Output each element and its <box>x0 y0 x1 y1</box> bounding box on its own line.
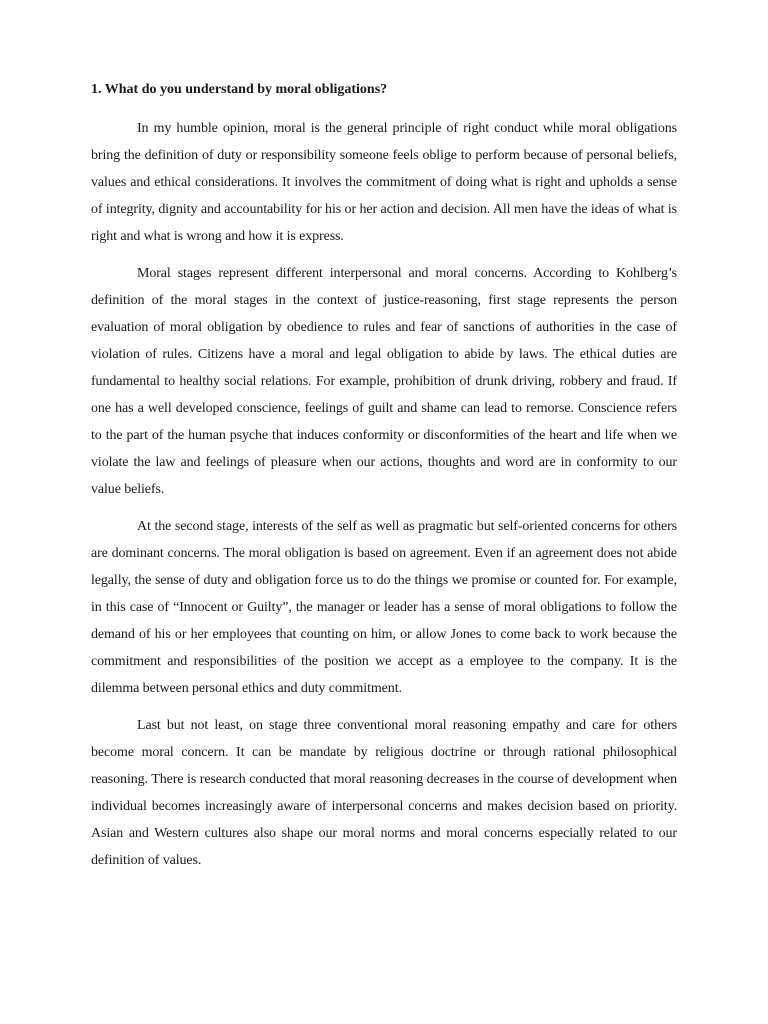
question-heading: 1. What do you understand by moral obligations? <box>91 82 388 97</box>
paragraph-2: Moral stages represent different interpersonal and moral concerns. According to Kohlberg’s definition of the moral stages in the context of justice-reasoning, first stage represents the person evaluation of moral obligation by obedience to rules and fear of sanctions of authorities in the case of violation of rules. Citizens have a moral and legal obligation to abide by laws. The ethical duties are fundamental to healthy social relations. For example, prohibition of drunk driving, robbery and fraud. If one has a well developed conscience, feelings of guilt and shame can lead to remorse. Conscience refers to the part of the human psyche that induces conformity or disconformities of the heart and life when we violate the law and feelings of pleasure when our actions, thoughts and word are in conformity to our value beliefs. <box>91 266 677 497</box>
paragraph-4: Last but not least, on stage three conventional moral reasoning empathy and care for others become moral concern. It can be mandate by religious doctrine or through rational philosophical reasoning. There is research conducted that moral reasoning decreases in the course of development when individual becomes increasingly aware of interpersonal concerns and makes decision based on priority. Asian and Western cultures also shape our moral norms and moral concerns especially related to our definition of values. <box>91 718 677 868</box>
document-body <box>91 78 677 884</box>
paragraph-3: At the second stage, interests of the self as well as pragmatic but self-oriented concerns for others are dominant concerns. The moral obligation is based on agreement. Even if an agreement does not abide legally, the sense of duty and obligation force us to do the things we promise or counted for. For example, in this case of “Innocent or Guilty”, the manager or leader has a sense of moral obligations to follow the demand of his or her employees that counting on him, or allow Jones to come back to work because the commitment and responsibilities of the position we accept as a employee to the company. It is the dilemma between personal ethics and duty commitment. <box>91 519 677 696</box>
paragraph-1: In my humble opinion, moral is the general principle of right conduct while moral obligations bring the definition of duty or responsibility someone feels oblige to perform because of personal beliefs, values and ethical considerations. It involves the commitment of doing what is right and upholds a sense of integrity, dignity and accountability for his or her action and decision. All men have the ideas of what is right and what is wrong and how it is express. <box>91 121 677 244</box>
